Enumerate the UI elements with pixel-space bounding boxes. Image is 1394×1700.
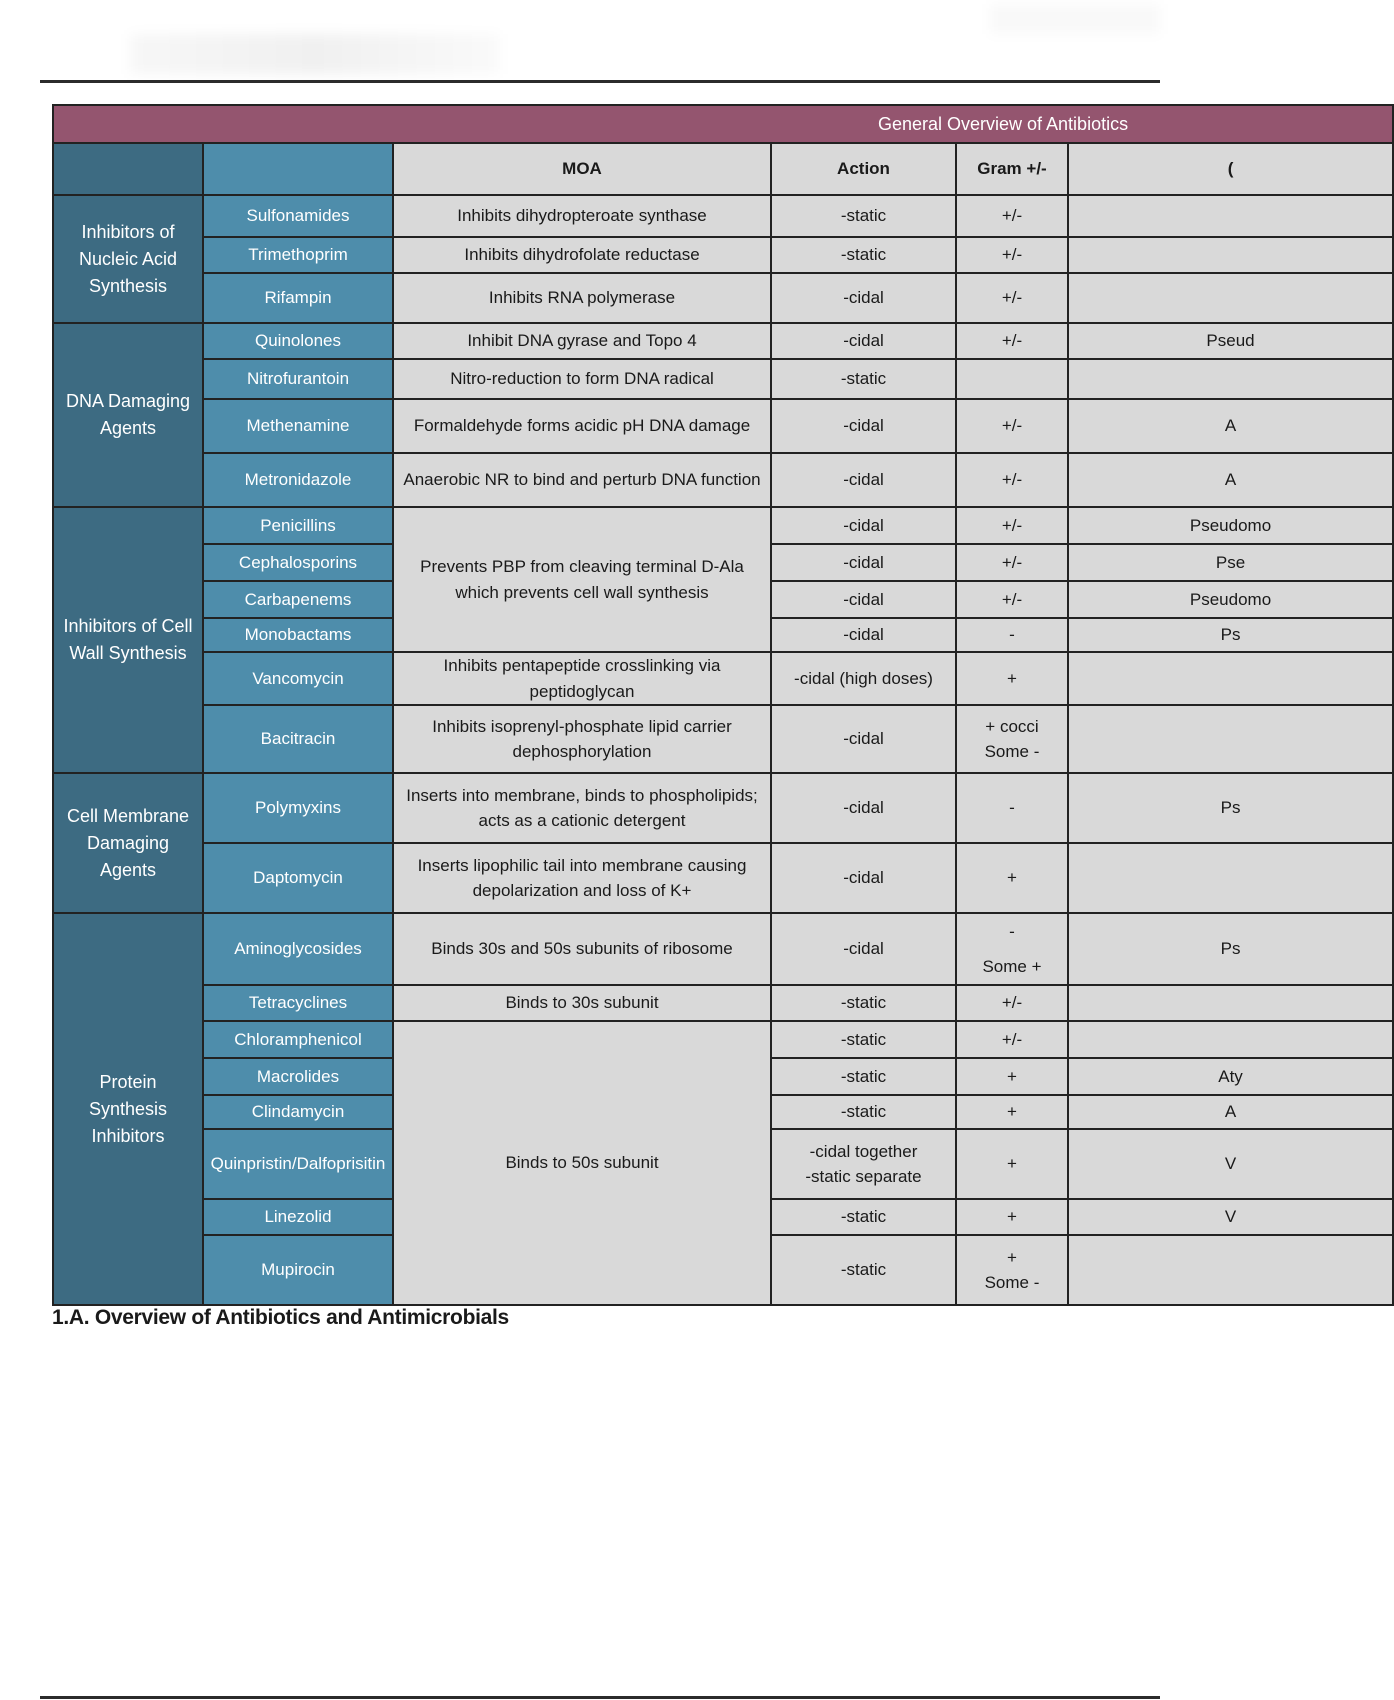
coverage-cell: V — [1068, 1129, 1393, 1199]
gram-cell: +/- — [956, 273, 1068, 323]
action-cell: -static — [771, 1199, 956, 1235]
header-faded-mark — [990, 4, 1160, 34]
gram-cell: +/- — [956, 507, 1068, 544]
coverage-cell — [1068, 1021, 1393, 1058]
table-row — [53, 773, 1393, 843]
coverage-cell: Pse — [1068, 544, 1393, 581]
drug-name: Vancomycin — [203, 652, 393, 705]
moa-cell: Inhibits RNA polymerase — [393, 273, 771, 323]
moa-cell: Inserts lipophilic tail into membrane causing depolarization and loss of K+ — [393, 843, 771, 913]
drug-name: Sulfonamides — [203, 195, 393, 237]
gram-line: + — [1007, 1247, 1017, 1267]
action-cell: -static — [771, 359, 956, 399]
coverage-cell — [1068, 652, 1393, 705]
moa-cell-wall-shared: Prevents PBP from cleaving terminal D-Ala which prevents cell wall synthesis — [393, 507, 771, 652]
table-row — [53, 453, 1393, 507]
action-cell: -cidal — [771, 618, 956, 652]
table-row — [53, 1021, 1393, 1058]
action-cell: -static — [771, 1021, 956, 1058]
gram-cell: + — [956, 1058, 1068, 1095]
table-title-row — [53, 105, 1393, 143]
table-row — [53, 705, 1393, 773]
drug-name: Trimethoprim — [203, 237, 393, 273]
coverage-cell: Aty — [1068, 1058, 1393, 1095]
coverage-cell: Pseudomo — [1068, 581, 1393, 618]
drug-name: Quinolones — [203, 323, 393, 359]
gram-cell: +/- — [956, 453, 1068, 507]
coverage-cell: Pseud — [1068, 323, 1393, 359]
gram-cell: +/- — [956, 399, 1068, 453]
drug-name: Daptomycin — [203, 843, 393, 913]
gram-cell: +/- — [956, 323, 1068, 359]
moa-cell: Nitro-reduction to form DNA radical — [393, 359, 771, 399]
moa-cell: Binds to 30s subunit — [393, 985, 771, 1021]
header-action: Action — [771, 143, 956, 195]
action-cell: -cidal — [771, 453, 956, 507]
bottom-divider — [40, 1696, 1160, 1699]
drug-name: Aminoglycosides — [203, 913, 393, 985]
figure-caption: 1.A. Overview of Antibiotics and Antimicrobials — [52, 1306, 509, 1329]
gram-cell: +/- — [956, 1021, 1068, 1058]
action-cell: -cidal (high doses) — [771, 652, 956, 705]
gram-cell: +/- — [956, 544, 1068, 581]
table-row — [53, 985, 1393, 1021]
drug-name: Rifampin — [203, 273, 393, 323]
drug-name: Monobactams — [203, 618, 393, 652]
gram-line: - — [1009, 921, 1015, 941]
drug-name: Polymyxins — [203, 773, 393, 843]
header-coverage: ( — [1068, 143, 1393, 195]
gram-line: + cocci — [985, 716, 1039, 736]
drug-name: Cephalosporins — [203, 544, 393, 581]
gram-cell — [956, 359, 1068, 399]
table-row — [53, 913, 1393, 985]
gram-cell: + — [956, 1129, 1068, 1199]
header-moa: MOA — [393, 143, 771, 195]
gram-cell: +/- — [956, 581, 1068, 618]
coverage-cell: Ps — [1068, 913, 1393, 985]
top-divider — [40, 80, 1160, 83]
gram-cell — [956, 705, 1068, 773]
drug-name: Linezolid — [203, 1199, 393, 1235]
moa-cell: Inhibits pentapeptide crosslinking via peptidoglycan — [393, 652, 771, 705]
action-cell: -cidal — [771, 399, 956, 453]
header-faded-text — [130, 34, 500, 74]
coverage-cell: Pseudomo — [1068, 507, 1393, 544]
gram-line: Some - — [984, 1273, 1040, 1292]
coverage-cell — [1068, 359, 1393, 399]
gram-cell — [956, 913, 1068, 985]
gram-line: Some - — [984, 742, 1040, 761]
action-cell: -cidal — [771, 544, 956, 581]
coverage-cell: A — [1068, 1095, 1393, 1129]
table-row — [53, 273, 1393, 323]
antibiotics-table — [52, 104, 1394, 1306]
action-cell: -cidal — [771, 273, 956, 323]
header-gram: Gram +/- — [956, 143, 1068, 195]
table-row — [53, 843, 1393, 913]
table-header-row — [53, 143, 1393, 195]
moa-cell: Inhibits isoprenyl-phosphate lipid carrier dephosphorylation — [393, 705, 771, 773]
moa-cell: Inserts into membrane, binds to phospholipids; acts as a cationic detergent — [393, 773, 771, 843]
coverage-cell: V — [1068, 1199, 1393, 1235]
coverage-cell — [1068, 705, 1393, 773]
header-drug-blank — [203, 143, 393, 195]
drug-name: Macrolides — [203, 1058, 393, 1095]
moa-cell: Anaerobic NR to bind and perturb DNA function — [393, 453, 771, 507]
action-cell: -cidal — [771, 507, 956, 544]
action-cell: -cidal — [771, 581, 956, 618]
table-row — [53, 507, 1393, 544]
coverage-cell: Ps — [1068, 618, 1393, 652]
gram-cell: +/- — [956, 237, 1068, 273]
gram-cell: + — [956, 1095, 1068, 1129]
drug-name: Mupirocin — [203, 1235, 393, 1305]
table-title: General Overview of Antibiotics — [53, 105, 1393, 143]
coverage-cell — [1068, 195, 1393, 237]
category-protein-synthesis: Protein Synthesis Inhibitors — [53, 913, 203, 1305]
action-cell — [771, 1129, 956, 1199]
drug-name: Nitrofurantoin — [203, 359, 393, 399]
category-nucleic-acid: Inhibitors of Nucleic Acid Synthesis — [53, 195, 203, 323]
action-cell: -cidal — [771, 843, 956, 913]
drug-name: Chloramphenicol — [203, 1021, 393, 1058]
coverage-cell — [1068, 1235, 1393, 1305]
coverage-cell — [1068, 273, 1393, 323]
action-cell: -cidal — [771, 913, 956, 985]
gram-cell: - — [956, 773, 1068, 843]
table-row — [53, 652, 1393, 705]
coverage-cell: A — [1068, 453, 1393, 507]
table-row — [53, 237, 1393, 273]
moa-cell: Inhibit DNA gyrase and Topo 4 — [393, 323, 771, 359]
moa-50s-shared: Binds to 50s subunit — [393, 1021, 771, 1305]
gram-cell: + — [956, 843, 1068, 913]
action-line: -static separate — [805, 1167, 922, 1186]
gram-cell: + — [956, 1199, 1068, 1235]
action-cell: -cidal — [771, 705, 956, 773]
moa-cell: Formaldehyde forms acidic pH DNA damage — [393, 399, 771, 453]
category-cell-membrane: Cell Membrane Damaging Agents — [53, 773, 203, 913]
antibiotics-table-container — [52, 104, 1272, 1306]
coverage-cell — [1068, 843, 1393, 913]
drug-name: Carbapenems — [203, 581, 393, 618]
gram-line: Some + — [982, 957, 1042, 976]
drug-name: Tetracyclines — [203, 985, 393, 1021]
drug-name: Metronidazole — [203, 453, 393, 507]
action-cell: -cidal — [771, 773, 956, 843]
gram-cell: +/- — [956, 985, 1068, 1021]
action-cell: -cidal — [771, 323, 956, 359]
action-cell: -static — [771, 1095, 956, 1129]
table-row — [53, 195, 1393, 237]
table-row — [53, 323, 1393, 359]
drug-name: Methenamine — [203, 399, 393, 453]
gram-cell — [956, 1235, 1068, 1305]
table-row — [53, 359, 1393, 399]
gram-cell: +/- — [956, 195, 1068, 237]
header-category-blank — [53, 143, 203, 195]
drug-name: Quinpristin/Dalfoprisitin — [203, 1129, 393, 1199]
category-dna-damaging: DNA Damaging Agents — [53, 323, 203, 507]
coverage-cell — [1068, 237, 1393, 273]
moa-cell: Inhibits dihydropteroate synthase — [393, 195, 771, 237]
moa-cell: Binds 30s and 50s subunits of ribosome — [393, 913, 771, 985]
coverage-cell — [1068, 985, 1393, 1021]
coverage-cell: Ps — [1068, 773, 1393, 843]
action-cell: -static — [771, 1235, 956, 1305]
action-cell: -static — [771, 237, 956, 273]
coverage-cell: A — [1068, 399, 1393, 453]
action-cell: -static — [771, 195, 956, 237]
table-row — [53, 399, 1393, 453]
moa-cell: Inhibits dihydrofolate reductase — [393, 237, 771, 273]
action-line: -cidal together — [809, 1141, 918, 1161]
action-cell: -static — [771, 1058, 956, 1095]
drug-name: Bacitracin — [203, 705, 393, 773]
drug-name: Clindamycin — [203, 1095, 393, 1129]
gram-cell: - — [956, 618, 1068, 652]
gram-cell: + — [956, 652, 1068, 705]
action-cell: -static — [771, 985, 956, 1021]
category-cell-wall: Inhibitors of Cell Wall Synthesis — [53, 507, 203, 773]
drug-name: Penicillins — [203, 507, 393, 544]
